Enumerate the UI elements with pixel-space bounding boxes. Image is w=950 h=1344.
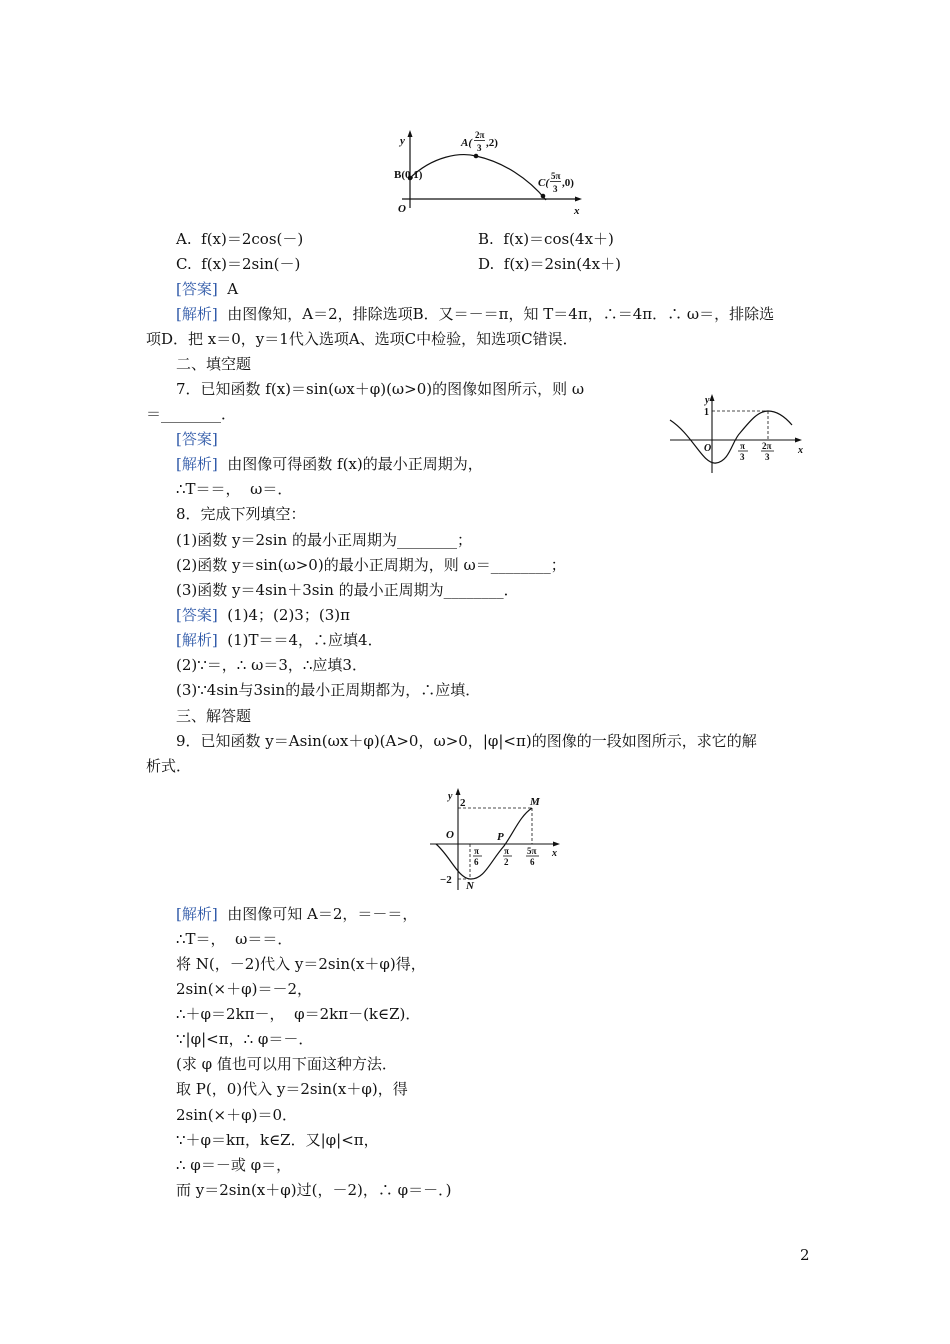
text-line	[478, 229, 614, 249]
fig3-tick2-num: π	[504, 846, 509, 856]
fig3-tick1-den: 6	[474, 857, 479, 867]
answer-tag: [答案]	[176, 280, 218, 298]
line-text: (3)函数 y＝4sin＋3sin 的最小正周期为________．	[176, 581, 519, 599]
text-line	[176, 454, 483, 474]
text-line	[176, 429, 218, 449]
line-text: 2sin(×＋φ)＝0．	[176, 1106, 298, 1124]
analysis-tag: [解析]	[176, 305, 218, 323]
text-line	[176, 279, 238, 299]
fig2-tick1-num: π	[740, 441, 745, 451]
fig2-origin: O	[704, 443, 712, 454]
answer-tag: [答案]	[176, 430, 218, 448]
text-line	[176, 504, 306, 524]
text-line	[478, 254, 621, 274]
analysis-tag: [解析]	[176, 631, 218, 649]
text-line	[176, 904, 417, 924]
line-text: 将 N(，－2)代入 y＝2sin(x＋φ)得，	[176, 955, 426, 973]
fig2-tick2-num: 2π	[762, 441, 772, 451]
fig3-point-p: P	[497, 831, 504, 843]
text-line	[176, 304, 774, 324]
figure-1-graph	[388, 128, 598, 218]
line-text: ∵＋φ＝kπ，k∈Z．又|φ|<π，	[176, 1131, 379, 1149]
fig2-tick2-den: 3	[765, 452, 770, 462]
fig2-one: 1	[704, 407, 709, 418]
fig3-x-label: x	[552, 848, 557, 859]
line-text: 二、填空题	[176, 355, 252, 373]
fig3-tick3-den: 6	[530, 857, 535, 867]
line-text: B. f(x)＝cos(4x＋)	[478, 230, 614, 248]
fig3-y-label: y	[448, 791, 453, 802]
text-line	[176, 354, 251, 374]
text-line	[176, 630, 383, 650]
line-text: (2)∵＝，∴ ω＝3，∴应填3．	[176, 656, 367, 674]
line-text: A	[217, 280, 239, 298]
line-text: ＝________．	[146, 405, 237, 423]
fig3-tick3-num: 5π	[527, 846, 537, 856]
text-line	[176, 1029, 313, 1049]
line-text: A. f(x)＝2cos(－)	[176, 230, 304, 248]
fig1-point-c-post: ,0)	[562, 177, 574, 189]
line-text: (1)4；(2)3；(3)π	[217, 606, 350, 624]
figure-2-graph	[668, 393, 808, 473]
text-line	[176, 680, 480, 700]
line-text: ∴ φ＝－或 φ＝，	[176, 1156, 292, 1174]
text-line	[176, 1105, 297, 1125]
text-line	[176, 1155, 291, 1175]
text-line	[176, 979, 312, 999]
page-number: 2	[800, 1246, 810, 1264]
fig2-x-label: x	[798, 445, 803, 456]
fig1-point-c-num: 5π	[551, 171, 561, 181]
fig1-x-label: x	[574, 205, 580, 217]
line-text: ∴T＝， ω＝＝．	[176, 930, 293, 948]
line-text: 7．已知函数 f(x)＝sin(ωx＋φ)(ω>0)的图像如图所示，则 ω	[176, 380, 585, 398]
line-text: C. f(x)＝2sin(－)	[176, 255, 301, 273]
line-text: 取 P(，0)代入 y＝2sin(x＋φ)，得	[176, 1080, 408, 1098]
line-text: 而 y＝2sin(x＋φ)过(，－2)，∴ φ＝－．)	[176, 1181, 452, 1199]
text-line	[176, 1079, 408, 1099]
text-line	[176, 731, 757, 751]
line-text: 8．完成下列填空：	[176, 505, 306, 523]
fig2-tick1-den: 3	[740, 452, 745, 462]
line-text: 三、解答题	[176, 707, 252, 725]
fig3-origin: O	[446, 829, 454, 841]
fig1-point-b: B(0,1)	[394, 169, 423, 181]
fig3-point-n: N	[466, 880, 474, 892]
fig1-point-c-pre: C(	[538, 177, 549, 189]
text-line	[176, 954, 426, 974]
line-text: ∴＋φ＝2kπ－， φ＝2kπ－(k∈Z)．	[176, 1005, 421, 1023]
fig1-origin: O	[398, 203, 406, 215]
fig3-two: 2	[460, 797, 466, 809]
text-line	[176, 530, 472, 550]
line-text: 9．已知函数 y＝Asin(ωx＋φ)(A>0，ω>0，|φ|<π)的图像的一段如图所示，求它的解	[176, 732, 757, 750]
fig1-point-a-den: 3	[477, 143, 482, 153]
line-text: (1)T＝＝4，∴应填4．	[217, 631, 383, 649]
text-line	[176, 706, 251, 726]
fig1-point-a-num: 2π	[475, 130, 485, 140]
fig1-point-a-post: ,2)	[486, 137, 498, 149]
text-line	[176, 580, 519, 600]
text-line	[176, 254, 300, 274]
text-line	[176, 605, 350, 625]
analysis-tag: [解析]	[176, 905, 218, 923]
text-line	[176, 1054, 397, 1074]
line-text: 2sin(×＋φ)＝－2，	[176, 980, 313, 998]
answer-tag: [答案]	[176, 606, 218, 624]
line-text: (2)函数 y＝sin(ω>0)的最小正周期为，则 ω＝________；	[176, 556, 566, 574]
analysis-tag: [解析]	[176, 455, 218, 473]
line-text: D. f(x)＝2sin(4x＋)	[478, 255, 621, 273]
line-text: 由图像可知 A＝2，＝－＝，	[217, 905, 418, 923]
line-text: 由图像知，A＝2，排除选项B．又＝－＝π，知 T＝4π，∴＝4π．∴ ω＝，排除选	[217, 305, 775, 323]
text-line	[176, 479, 292, 499]
text-line	[176, 929, 292, 949]
text-line	[146, 329, 578, 349]
text-line	[146, 404, 236, 424]
fig1-point-c-den: 3	[553, 184, 558, 194]
fig1-y-label: y	[400, 135, 405, 147]
text-line	[176, 379, 584, 399]
line-text: (1)函数 y＝2sin 的最小正周期为________；	[176, 531, 472, 549]
fig2-y-label: y	[705, 395, 710, 406]
line-text: (求 φ 值也可以用下面这种方法．	[176, 1055, 397, 1073]
line-text: ∴T＝＝， ω＝．	[176, 480, 293, 498]
fig1-point-a-pre: A(	[461, 137, 472, 149]
text-line	[176, 229, 303, 249]
fig3-tick2-den: 2	[504, 857, 509, 867]
text-line	[176, 555, 566, 575]
line-text: ∵|φ|<π，∴ φ＝－．	[176, 1030, 314, 1048]
text-line	[176, 1004, 420, 1024]
line-text: (3)∵4sin与3sin的最小正周期都为，∴应填．	[176, 681, 481, 699]
figure-3-graph	[428, 786, 568, 892]
fig3-neg-two: −2	[440, 874, 452, 886]
line-text: 析式．	[146, 757, 192, 775]
line-text: 由图像可得函数 f(x)的最小正周期为，	[217, 455, 483, 473]
text-line	[176, 1130, 379, 1150]
text-line	[176, 655, 367, 675]
fig3-point-m: M	[530, 796, 540, 808]
line-text: 项D．把 x＝0，y＝1代入选项A、选项C中检验，知选项C错误．	[146, 330, 578, 348]
text-line	[176, 1180, 451, 1200]
fig3-tick1-num: π	[474, 846, 479, 856]
text-line	[146, 756, 191, 776]
